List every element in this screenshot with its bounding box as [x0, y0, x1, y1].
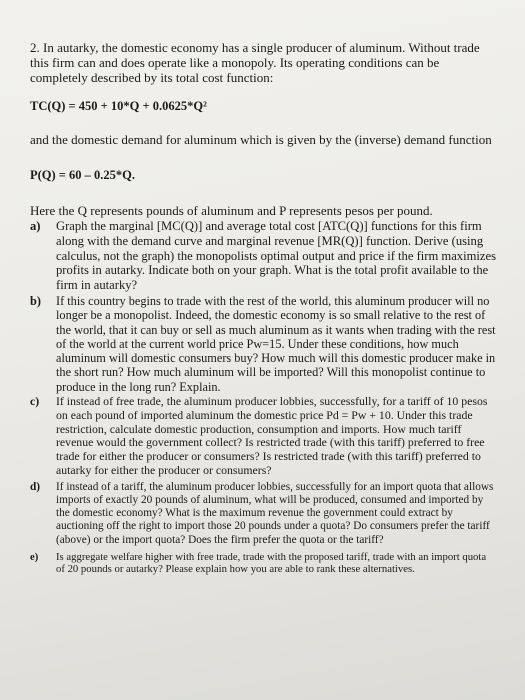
question-text: If instead of free trade, the aluminum producer lobbies, successfully, for a tariff of 10 pesos on each pound of imported aluminum the domestic price Pd = Pw + 10. Under this trade restriction, calculate domestic production, consumption and imports. How much tariff revenue would the government collect? Is restricted trade (with this tariff) preferred to free trade for either the producer or consumers? Is restricted trade (with this tariff) preferred to autarky for either the producer or consumers? — [56, 394, 488, 478]
variable-definition: Here the Q represents pounds of aluminum and P represents pesos per pound. — [30, 203, 433, 218]
demand-intro: and the domestic demand for aluminum which is given by the (inverse) demand function — [30, 132, 492, 147]
question-text: Graph the marginal [MC(Q)] and average total cost [ATC(Q)] functions for this firm along with the demand curve and marginal revenue [MR(Q)] function. Derive (using calculus, not the graph) the monopolists optimal output and price if the firm maximizes profits in autarky. Indicate both on your graph. What is the total profit available to the firm in autarky? — [56, 219, 496, 293]
question-label: a) — [30, 219, 41, 233]
demand-formula: P(Q) = 60 – 0.25*Q. — [30, 168, 136, 182]
question-label: e) — [30, 550, 39, 563]
question-d — [30, 481, 497, 547]
question-b — [30, 294, 497, 394]
problem-intro: 2. In autarky, the domestic economy has a single producer of aluminum. Without trade this firm can and does operate like a monopoly. Its operating conditions can be completely described by its total cost function: — [30, 40, 480, 85]
question-text: If instead of a tariff, the aluminum producer lobbies, successfully for an import quota that allows imports of exactly 20 pounds of aluminum, what will be produced, consumed and imported by the domestic economy? What is the maximum revenue the government could extract by auctioning off the right to import those 20 pounds under a quota? Do consumers prefer the tariff (above) or the import quota? Does the firm prefer the quota or the tariff? — [56, 480, 494, 546]
question-list — [30, 219, 497, 576]
question-e — [30, 551, 497, 576]
question-a — [30, 219, 497, 293]
question-label: d) — [30, 480, 41, 493]
total-cost-formula: TC(Q) = 450 + 10*Q + 0.0625*Q² — [30, 99, 207, 113]
question-c — [30, 395, 497, 478]
question-label: c) — [30, 394, 40, 409]
question-text: If this country begins to trade with the rest of the world, this aluminum producer will no longer be a monopolist. Indeed, the domestic economy is so small relative to the rest of the world, that it can buy or sell as much aluminum as it wants when trading with the rest of the world at the current world price Pw=15. Under these conditions, how much aluminum will domestic consumers buy? How much will this domestic producer make in the short run? How much aluminum will be imported? Will this monopolist continue to produce in the long run? Explain. — [56, 293, 496, 394]
question-label: b) — [30, 293, 41, 308]
question-text: Is aggregate welfare higher with free trade, trade with the proposed tariff, trade with an import quota of 20 pounds or autarky? Please explain how you are able to rank these alternatives. — [56, 550, 487, 576]
